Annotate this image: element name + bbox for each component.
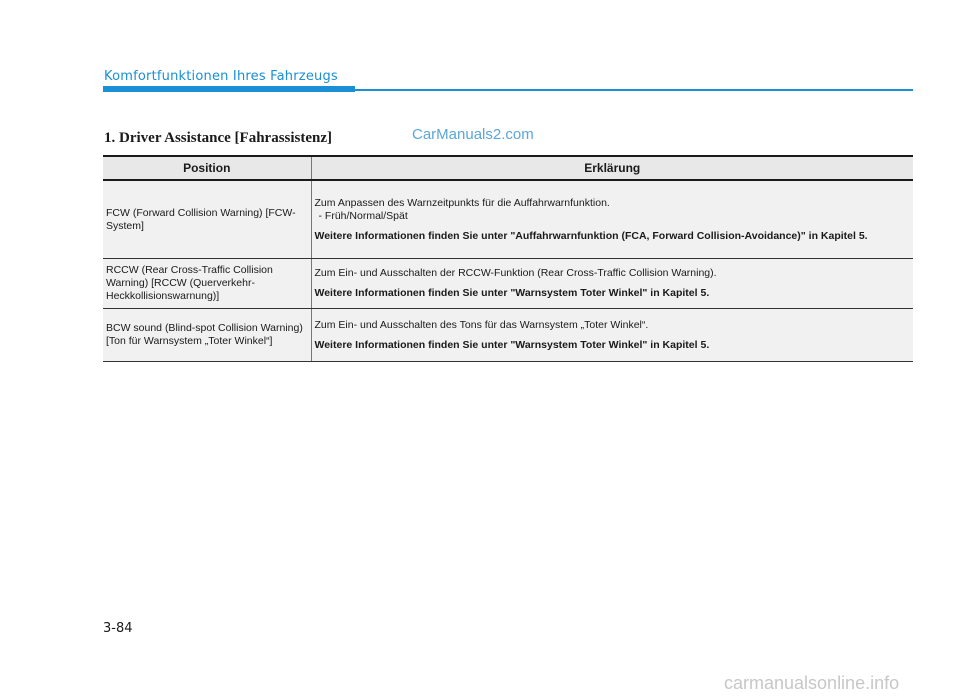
column-header-explanation: Erklärung [311, 156, 913, 180]
explanation-reference: Weitere Informationen finden Sie unter "Warnsystem Toter Winkel" in Kapitel 5. [314, 287, 710, 299]
chapter-title: Komfortfunktionen Ihres Fahrzeugs [104, 69, 338, 84]
explanation-text: Zum Ein- und Ausschalten des Tons für das Warnsystem „Toter Winkel“. [314, 318, 649, 331]
position-cell: RCCW (Rear Cross-Traffic Collision Warning) [RCCW (Querverkehr-Heckkollisionswarnung)] [103, 259, 311, 309]
explanation-reference: Weitere Informationen finden Sie unter "Warnsystem Toter Winkel" in Kapitel 5. [314, 338, 710, 351]
watermark-bottom: carmanualsonline.info [724, 673, 900, 693]
position-cell: FCW (Forward Collision Warning) [FCW-System] [103, 180, 311, 259]
table-row [103, 309, 913, 362]
watermark-top: CarManuals2.com [412, 126, 534, 143]
explanation-option: - Früh/Normal/Spät [318, 209, 408, 222]
page-number: 3-84 [103, 621, 133, 636]
explanation-cell [311, 259, 913, 309]
table-row [103, 259, 913, 309]
header-rule [355, 89, 913, 91]
settings-table [103, 155, 913, 362]
table-row [103, 180, 913, 259]
explanation-cell [311, 309, 913, 362]
section-title: 1. Driver Assistance [Fahrassistenz] [104, 130, 333, 146]
header-accent-bar [103, 86, 355, 92]
explanation-text: Zum Ein- und Ausschalten der RCCW-Funktion (Rear Cross-Traffic Collision Warning). [314, 267, 717, 279]
explanation-cell [311, 180, 913, 259]
explanation-text: Zum Anpassen des Warnzeitpunkts für die Auffahrwarnfunktion. [314, 196, 610, 209]
table-header-row [103, 156, 913, 180]
position-cell: BCW sound (Blind-spot Collision Warning) [Ton für Warnsystem „Toter Winkel“] [103, 309, 311, 362]
column-header-position: Position [103, 156, 311, 180]
explanation-reference: Weitere Informationen finden Sie unter "Auffahrwarnfunktion (FCA, Forward Collision-Avoidance)" in Kapitel 5. [314, 229, 868, 242]
